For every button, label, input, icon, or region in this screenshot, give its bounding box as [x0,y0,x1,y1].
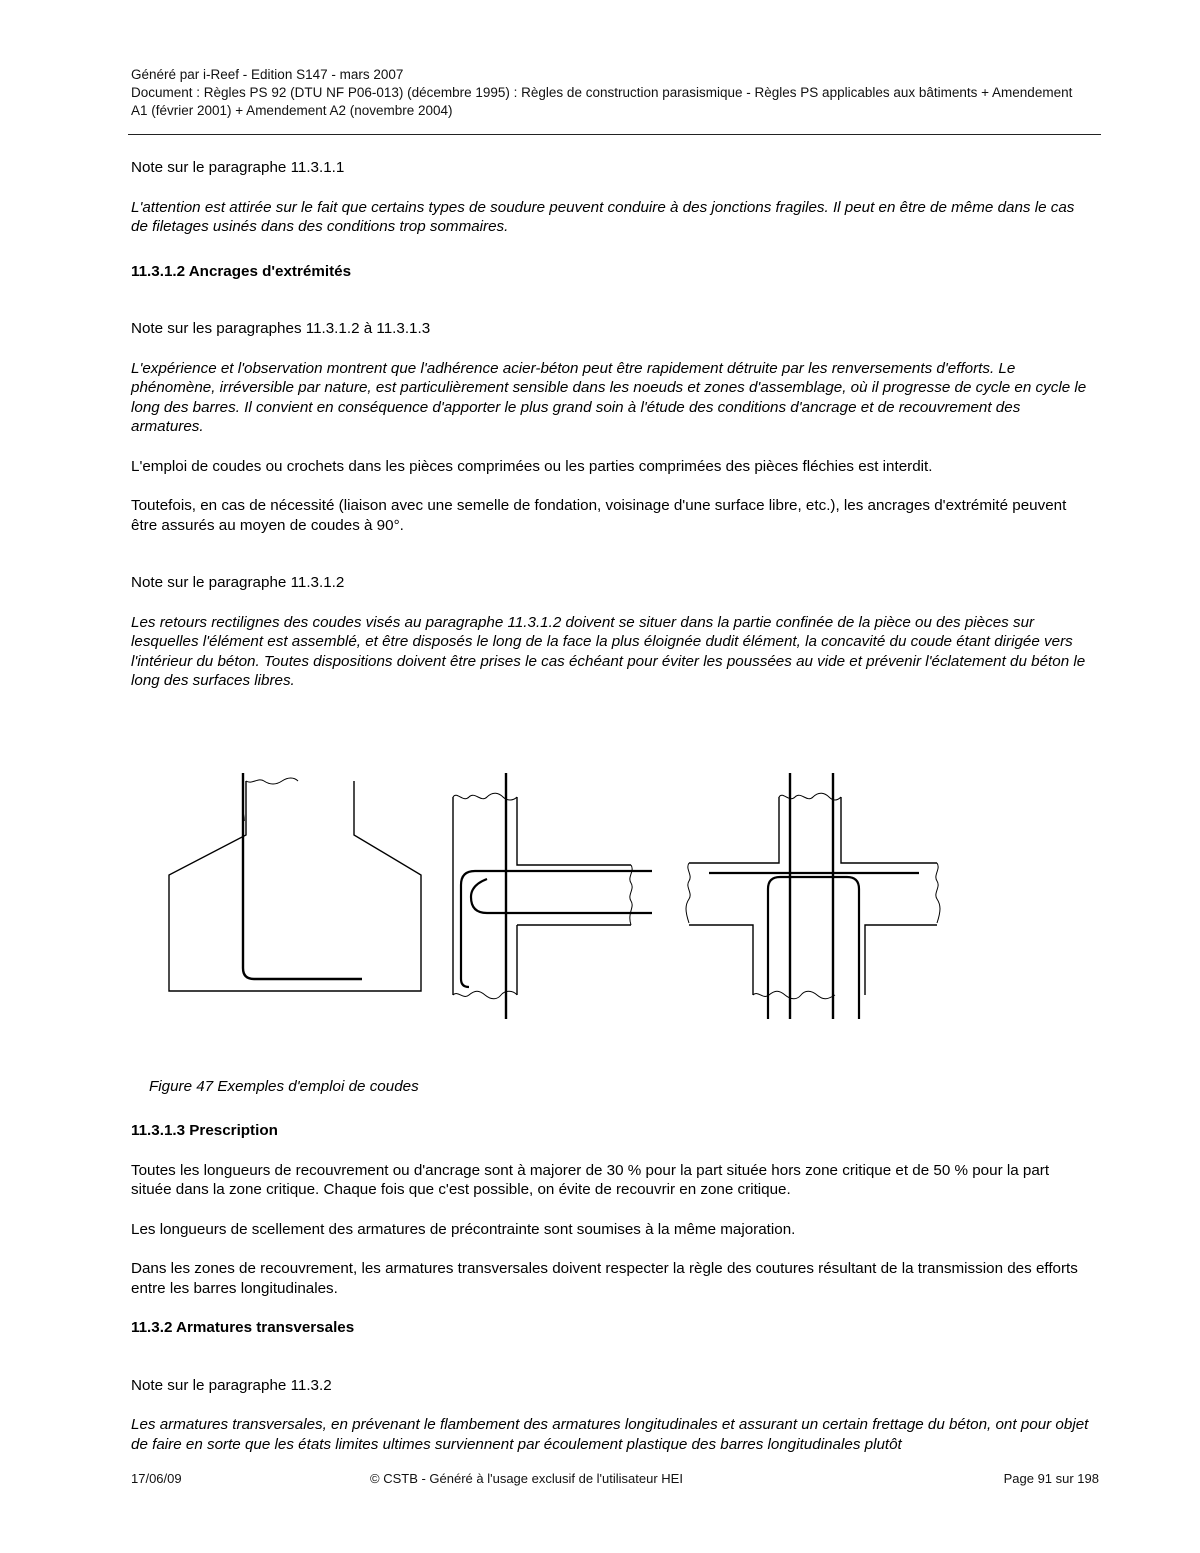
footer-copyright: © CSTB - Généré à l'usage exclusif de l'utilisateur HEI [370,1471,683,1486]
footing-example [169,773,421,991]
retours-paragraph: Les retours rectilignes des coudes visés au paragraphe 11.3.1.2 doivent se situer dans la partie confinée de la pièce ou des pièces sur lesquelles l'élément est assemblé, et être disposés le long de la face la plus éloignée dudit élément, la concavité du coude étant dirigée vers l'intérieur du béton. Toutes dispositions doivent être prises le cas échéant pour éviter les poussées au vide et prévenir l'éclatement du béton le long des surfaces libres. [131,613,1086,689]
page-content [131,158,1091,1454]
scellement-paragraph: Les longueurs de scellement des armatures de précontrainte sont soumises à la même majoration. [131,1220,796,1238]
header-divider [128,134,1101,135]
header-source-line: Généré par i-Reef - Edition S147 - mars 2007 [131,67,404,82]
footer-page-number: Page 91 sur 198 [1003,1471,1099,1486]
edge-joint-example [453,773,652,1019]
figure-47-caption: Figure 47 Exemples d'emploi de coudes [149,1077,419,1095]
armatures-paragraph: Les armatures transversales, en prévenant le flambement des armatures longitudinales et assurant un certain frettage du béton, ont pour objet de faire en sorte que les états limites ultimes surviennent par écoulement plastique des barres longitudinales plutôt [131,1416,1089,1453]
page-footer [131,1470,1099,1488]
note-11312-heading: Note sur le paragraphe 11.3.1.2 [131,574,345,591]
header-document-line: Document : Règles PS 92 (DTU NF P06-013) (décembre 1995) : Règles de construction parasismique - Règles PS applicables aux bâtiments + Amendement A1 (février 2001) + Amendement A2 (novembre 2004) [131,85,1073,118]
toutefois-paragraph: Toutefois, en cas de nécessité (liaison avec une semelle de fondation, voisinage d'une surface libre, etc.), les ancrages d'extrémité peuvent être assurés au moyen de coudes à 90°. [131,497,1067,534]
note-1132-heading: Note sur le paragraphe 11.3.2 [131,1376,332,1394]
section-11313-heading: 11.3.1.3 Prescription [131,1122,278,1139]
note-11312-11313-heading: Note sur les paragraphes 11.3.1.2 à 11.3.1.3 [131,320,431,337]
zones-paragraph: Dans les zones de recouvrement, les armatures transversales doivent respecter la règle des coutures résultant de la transmission des efforts entre les barres longitudinales. [131,1260,1078,1297]
elbow-anchorage-drawing [131,773,1091,1053]
page-header [131,66,1081,120]
note-11311-heading: Note sur le paragraphe 11.3.1.1 [131,159,345,176]
emploi-paragraph: L'emploi de coudes ou crochets dans les pièces comprimées ou les parties comprimées des pièces fléchies est interdit. [131,457,933,475]
figure-47 [131,773,1091,1053]
section-1132-heading: 11.3.2 Armatures transversales [131,1319,355,1336]
footer-date: 17/06/09 [131,1471,182,1486]
note-11311-text: L'attention est attirée sur le fait que certains types de soudure peuvent conduire à des jonctions fragiles. Il peut en être de même dans le cas de filetages usinés dans des conditions trop sommaires. [131,198,1075,235]
cross-joint-example [686,773,940,1019]
toutes-paragraph: Toutes les longueurs de recouvrement ou d'ancrage sont à majorer de 30 % pour la part située hors zone critique et de 50 % pour la part située dans la zone critique. Chaque fois que c'est possible, on évite de recouvrir en zone critique. [131,1161,1050,1198]
experience-paragraph: L'expérience et l'observation montrent que l'adhérence acier-béton peut être rapidement détruite par les renversements d'efforts. Le phénomène, irréversible par nature, est particulièrement sensible dans les noeuds et zones d'assemblage, où il progresse de cycle en cycle le long des barres. Il convient en conséquence d'apporter le plus grand soin à l'étude des conditions d'ancrage et de recouvrement des armatures. [131,359,1087,435]
section-11312-heading: 11.3.1.2 Ancrages d'extrémités [131,262,352,280]
